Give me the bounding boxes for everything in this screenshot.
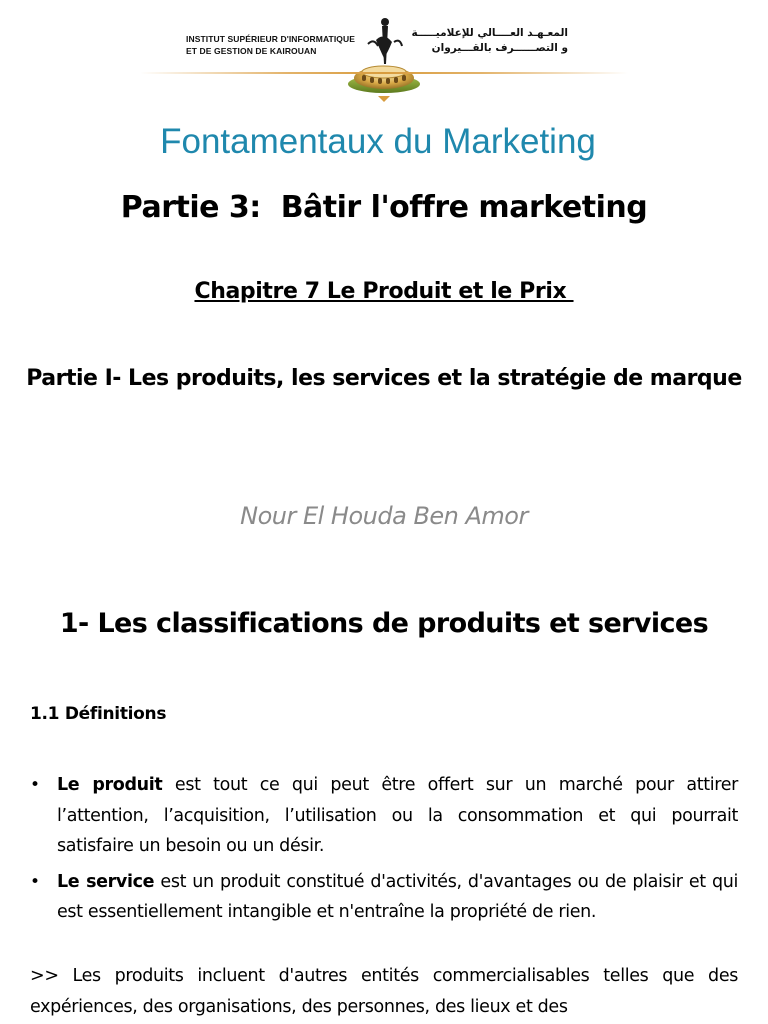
definition-text: est un produit constitué d'activités, d'avantages ou de plaisir et qui est essentiellement intangible et n'entraîne la propriété de rien. xyxy=(57,871,738,922)
section-part-title: Partie I- Les produits, les services et la stratégie de marque xyxy=(26,366,742,391)
note-paragraph: >> Les produits incluent d'autres entités commercialisables telles que des expériences, des organisations, des personnes, des lieux et des xyxy=(30,966,738,1017)
definition-text: est tout ce qui peut être offert sur un marché pour attirer l’attention, l’acquisition, l’utilisation ou la consommation et qui pourrait satisfaire un besoin ou un désir. xyxy=(57,775,738,856)
chapter-title: Chapitre 7 Le Produit et le Prix xyxy=(194,279,574,304)
institute-name-arabic xyxy=(411,26,568,56)
list-item xyxy=(30,867,738,928)
definition-term: Le produit xyxy=(57,775,163,795)
author-name: Nour El Houda Ben Amor xyxy=(240,502,528,530)
course-title: Fontamentaux du Marketing xyxy=(160,122,596,161)
institute-name-french-line1: INSTITUT SUPÉRIEUR D'INFORMATIQUE xyxy=(186,34,356,44)
institute-name-french-line2: ET DE GESTION DE KAIROUAN xyxy=(186,46,317,56)
bullet-icon: • xyxy=(30,871,40,892)
part-title: Partie 3: Bâtir l'offre marketing xyxy=(120,190,648,225)
section-heading: 1- Les classifications de produits et services xyxy=(59,608,709,639)
bullet-icon: • xyxy=(30,775,40,795)
institute-name-arabic-line2: و التصــــــرف بالقـــيروان xyxy=(431,42,568,54)
definition-term: Le service xyxy=(57,871,155,892)
header-logo-band xyxy=(0,0,768,104)
institute-name-arabic-line1: المعـهـد العــــالي للإعلاميـــــة xyxy=(411,27,568,39)
list-item xyxy=(30,770,738,862)
header-divider xyxy=(140,72,628,74)
subsection-heading: 1.1 Définitions xyxy=(30,704,167,724)
definitions-list xyxy=(30,770,738,933)
institute-name-french xyxy=(186,33,355,57)
